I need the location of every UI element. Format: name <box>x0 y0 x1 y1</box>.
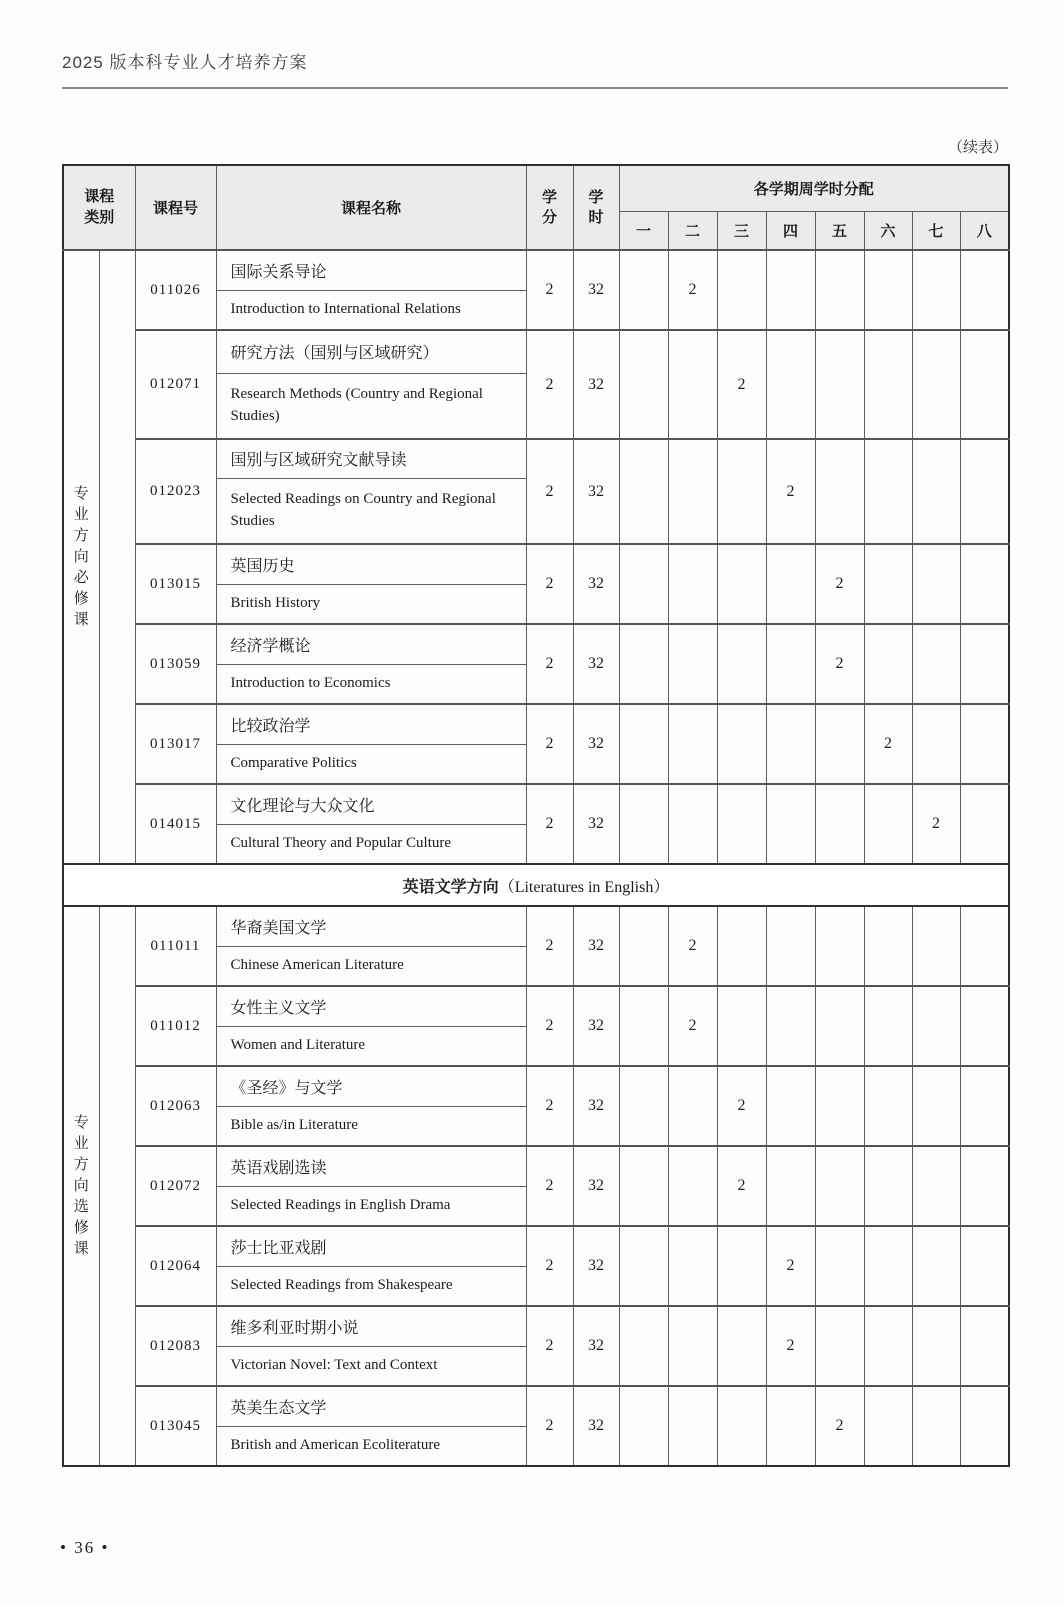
course-name-zh-cell: 维多利亚时期小说 <box>216 1306 526 1346</box>
semester-hours-cell <box>619 1146 668 1226</box>
category-label: 专业方向选修课 <box>73 1114 89 1257</box>
course-name-zh-cell: 华裔美国文学 <box>216 906 526 946</box>
semester-hours-cell <box>960 1386 1009 1466</box>
semester-hours-cell <box>619 439 668 544</box>
col-header-credits-label: 学分 <box>541 189 557 226</box>
section-divider-cell <box>63 864 1009 906</box>
semester-hours-cell <box>668 1146 717 1226</box>
semester-hours-cell <box>717 544 766 624</box>
semester-hours-cell <box>864 906 912 986</box>
subcategory-spacer-cell <box>99 906 135 1466</box>
semester-hours-cell <box>619 1066 668 1146</box>
course-name-zh-cell: 女性主义文学 <box>216 986 526 1026</box>
semester-col-header-4: 四 <box>766 211 815 250</box>
course-name-en-cell: Selected Readings on Country and Regional Studies <box>216 478 526 544</box>
col-header-hours-label: 学时 <box>588 189 604 226</box>
course-credits-cell: 2 <box>526 624 573 704</box>
semester-hours-cell <box>766 784 815 864</box>
semester-hours-cell <box>668 624 717 704</box>
course-row-zh <box>63 906 1009 946</box>
semester-hours-cell <box>864 624 912 704</box>
semester-hours-cell <box>717 784 766 864</box>
semester-col-header-7: 七 <box>912 211 960 250</box>
course-name-en-cell: Cultural Theory and Popular Culture <box>216 824 526 864</box>
semester-hours-cell <box>668 784 717 864</box>
course-hours-cell: 32 <box>573 1226 619 1306</box>
semester-hours-cell <box>864 1306 912 1386</box>
course-row-zh <box>63 330 1009 373</box>
course-number-cell: 012064 <box>135 1226 216 1306</box>
course-credits-cell: 2 <box>526 1386 573 1466</box>
semester-hours-cell <box>619 906 668 986</box>
semester-hours-cell <box>766 544 815 624</box>
course-credits-cell: 2 <box>526 330 573 439</box>
semester-hours-cell <box>864 1066 912 1146</box>
course-hours-cell: 32 <box>573 330 619 439</box>
semester-hours-cell <box>815 1146 864 1226</box>
semester-hours-cell <box>912 1226 960 1306</box>
course-number-cell: 011012 <box>135 986 216 1066</box>
course-row-zh <box>63 784 1009 824</box>
course-name-en-cell: Women and Literature <box>216 1026 526 1066</box>
semester-hours-cell <box>717 906 766 986</box>
semester-hours-cell <box>960 1226 1009 1306</box>
course-hours-cell: 32 <box>573 784 619 864</box>
category-label: 专业方向必修课 <box>73 485 89 628</box>
course-name-zh-cell: 文化理论与大众文化 <box>216 784 526 824</box>
curriculum-table-wrap <box>62 164 1008 1467</box>
semester-hours-cell <box>815 250 864 330</box>
semester-hours-cell <box>619 624 668 704</box>
course-credits-cell: 2 <box>526 1306 573 1386</box>
semester-hours-cell <box>717 1306 766 1386</box>
semester-hours-cell <box>668 330 717 439</box>
semester-hours-cell: 2 <box>815 544 864 624</box>
subcategory-spacer-cell <box>99 250 135 864</box>
semester-col-header-1: 一 <box>619 211 668 250</box>
course-number-cell: 012072 <box>135 1146 216 1226</box>
course-name-en-cell: British and American Ecoliterature <box>216 1426 526 1466</box>
semester-col-header-5: 五 <box>815 211 864 250</box>
semester-hours-cell: 2 <box>668 906 717 986</box>
course-credits-cell: 2 <box>526 439 573 544</box>
course-name-zh-cell: 研究方法（国别与区域研究） <box>216 330 526 373</box>
course-name-en-cell: Bible as/in Literature <box>216 1106 526 1146</box>
semester-hours-cell <box>912 986 960 1066</box>
semester-hours-cell <box>619 986 668 1066</box>
course-name-zh-cell: 英语戏剧选读 <box>216 1146 526 1186</box>
semester-hours-cell <box>815 906 864 986</box>
semester-hours-cell <box>668 1306 717 1386</box>
table-header <box>63 165 1009 250</box>
semester-hours-cell <box>912 544 960 624</box>
semester-hours-cell: 2 <box>864 704 912 784</box>
col-header-semester-group: 各学期周学时分配 <box>619 165 1009 211</box>
course-hours-cell: 32 <box>573 986 619 1066</box>
col-header-hours <box>573 165 619 250</box>
course-number-cell: 013017 <box>135 704 216 784</box>
semester-hours-cell <box>815 784 864 864</box>
course-number-cell: 012063 <box>135 1066 216 1146</box>
semester-hours-cell <box>717 1386 766 1466</box>
course-credits-cell: 2 <box>526 544 573 624</box>
course-hours-cell: 32 <box>573 1146 619 1226</box>
semester-hours-cell <box>619 1226 668 1306</box>
semester-hours-cell <box>619 1386 668 1466</box>
semester-hours-cell <box>668 544 717 624</box>
semester-hours-cell <box>815 1066 864 1146</box>
course-number-cell: 012023 <box>135 439 216 544</box>
semester-hours-cell <box>864 439 912 544</box>
course-hours-cell: 32 <box>573 1066 619 1146</box>
section-divider-title-en: （Literatures in English） <box>498 878 670 896</box>
semester-hours-cell <box>815 986 864 1066</box>
semester-hours-cell <box>960 1306 1009 1386</box>
semester-hours-cell <box>960 439 1009 544</box>
semester-hours-cell <box>960 624 1009 704</box>
course-row-zh <box>63 1306 1009 1346</box>
semester-hours-cell <box>619 704 668 784</box>
course-row-zh <box>63 1386 1009 1426</box>
semester-hours-cell <box>619 250 668 330</box>
course-number-cell: 012083 <box>135 1306 216 1386</box>
course-name-zh-cell: 《圣经》与文学 <box>216 1066 526 1106</box>
semester-hours-cell <box>717 624 766 704</box>
semester-hours-cell <box>912 624 960 704</box>
semester-hours-cell <box>864 1226 912 1306</box>
semester-hours-cell <box>960 250 1009 330</box>
course-hours-cell: 32 <box>573 1386 619 1466</box>
course-name-en-cell: Victorian Novel: Text and Context <box>216 1346 526 1386</box>
semester-hours-cell <box>960 986 1009 1066</box>
semester-hours-cell <box>717 439 766 544</box>
semester-hours-cell <box>815 439 864 544</box>
course-number-cell: 013045 <box>135 1386 216 1466</box>
semester-hours-cell <box>815 1306 864 1386</box>
col-header-category-label: 课程类别 <box>84 188 115 226</box>
semester-hours-cell <box>912 1146 960 1226</box>
semester-hours-cell: 2 <box>668 986 717 1066</box>
semester-hours-cell: 2 <box>766 1226 815 1306</box>
semester-hours-cell <box>766 624 815 704</box>
course-name-en-cell: Chinese American Literature <box>216 946 526 986</box>
semester-hours-cell <box>766 250 815 330</box>
semester-hours-cell <box>960 1146 1009 1226</box>
semester-hours-cell: 2 <box>815 624 864 704</box>
course-name-zh-cell: 比较政治学 <box>216 704 526 744</box>
semester-hours-cell <box>960 784 1009 864</box>
semester-hours-cell <box>766 986 815 1066</box>
doc-header-title: 2025 版本科专业人才培养方案 <box>62 53 308 72</box>
course-name-en-cell: Introduction to Economics <box>216 664 526 704</box>
semester-hours-cell <box>815 330 864 439</box>
semester-hours-cell <box>717 250 766 330</box>
col-header-course-name: 课程名称 <box>216 165 526 250</box>
course-hours-cell: 32 <box>573 704 619 784</box>
course-hours-cell: 32 <box>573 624 619 704</box>
category-cell <box>63 250 99 864</box>
course-row-zh <box>63 544 1009 584</box>
course-hours-cell: 32 <box>573 439 619 544</box>
curriculum-table <box>62 164 1010 1467</box>
course-name-zh-cell: 国际关系导论 <box>216 250 526 290</box>
semester-hours-cell <box>960 1066 1009 1146</box>
course-name-zh-cell: 英美生态文学 <box>216 1386 526 1426</box>
semester-hours-cell <box>864 1386 912 1466</box>
semester-hours-cell <box>864 986 912 1066</box>
semester-col-header-6: 六 <box>864 211 912 250</box>
course-name-en-cell: Selected Readings from Shakespeare <box>216 1266 526 1306</box>
course-row-zh <box>63 1146 1009 1186</box>
semester-hours-cell <box>960 330 1009 439</box>
course-hours-cell: 32 <box>573 250 619 330</box>
semester-hours-cell <box>668 1386 717 1466</box>
semester-col-header-2: 二 <box>668 211 717 250</box>
course-name-zh-cell: 莎士比亚戏剧 <box>216 1226 526 1266</box>
col-header-category <box>63 165 135 250</box>
course-row-zh <box>63 624 1009 664</box>
semester-col-header-3: 三 <box>717 211 766 250</box>
course-name-en-cell: British History <box>216 584 526 624</box>
course-number-cell: 011011 <box>135 906 216 986</box>
semester-hours-cell <box>619 330 668 439</box>
course-number-cell: 013059 <box>135 624 216 704</box>
course-number-cell: 011026 <box>135 250 216 330</box>
course-name-zh-cell: 英国历史 <box>216 544 526 584</box>
course-credits-cell: 2 <box>526 1066 573 1146</box>
semester-hours-cell <box>912 439 960 544</box>
course-row-zh <box>63 704 1009 744</box>
semester-hours-cell: 2 <box>668 250 717 330</box>
semester-hours-cell <box>912 330 960 439</box>
semester-hours-cell <box>912 1306 960 1386</box>
semester-hours-cell <box>717 986 766 1066</box>
semester-hours-cell <box>766 330 815 439</box>
course-credits-cell: 2 <box>526 1146 573 1226</box>
course-credits-cell: 2 <box>526 784 573 864</box>
category-cell <box>63 906 99 1466</box>
semester-hours-cell <box>912 704 960 784</box>
course-row-zh <box>63 1226 1009 1266</box>
semester-hours-cell <box>717 704 766 784</box>
semester-hours-cell <box>668 439 717 544</box>
semester-hours-cell <box>815 704 864 784</box>
course-name-zh-cell: 经济学概论 <box>216 624 526 664</box>
course-row-zh <box>63 986 1009 1026</box>
semester-hours-cell <box>766 704 815 784</box>
course-name-zh-cell: 国别与区域研究文献导读 <box>216 439 526 478</box>
semester-hours-cell: 2 <box>912 784 960 864</box>
course-credits-cell: 2 <box>526 704 573 784</box>
continued-table-note: （续表） <box>947 140 1008 156</box>
semester-hours-cell <box>912 250 960 330</box>
course-credits-cell: 2 <box>526 250 573 330</box>
course-row-zh <box>63 250 1009 290</box>
section-divider-title-zh: 英语文学方向 <box>402 878 499 896</box>
semester-hours-cell <box>912 1386 960 1466</box>
semester-hours-cell <box>864 784 912 864</box>
course-number-cell: 012071 <box>135 330 216 439</box>
course-name-en-cell: Introduction to International Relations <box>216 290 526 330</box>
course-row-zh <box>63 1066 1009 1106</box>
semester-hours-cell <box>912 1066 960 1146</box>
semester-hours-cell <box>960 906 1009 986</box>
semester-hours-cell <box>864 330 912 439</box>
course-name-en-cell: Comparative Politics <box>216 744 526 784</box>
semester-hours-cell <box>668 1226 717 1306</box>
header-divider-rule <box>62 87 1008 89</box>
semester-hours-cell: 2 <box>766 1306 815 1386</box>
course-hours-cell: 32 <box>573 544 619 624</box>
course-hours-cell: 32 <box>573 1306 619 1386</box>
semester-hours-cell <box>766 906 815 986</box>
semester-hours-cell <box>864 1146 912 1226</box>
semester-hours-cell <box>960 704 1009 784</box>
course-row-zh <box>63 439 1009 478</box>
semester-hours-cell <box>960 544 1009 624</box>
semester-hours-cell: 2 <box>717 1146 766 1226</box>
semester-hours-cell <box>717 1226 766 1306</box>
course-credits-cell: 2 <box>526 986 573 1066</box>
semester-hours-cell: 2 <box>766 439 815 544</box>
semester-hours-cell <box>619 1306 668 1386</box>
semester-hours-cell <box>668 1066 717 1146</box>
semester-hours-cell <box>815 1226 864 1306</box>
course-name-en-cell: Selected Readings in English Drama <box>216 1186 526 1226</box>
semester-hours-cell: 2 <box>815 1386 864 1466</box>
semester-hours-cell: 2 <box>717 330 766 439</box>
page-number: • 36 • <box>60 1538 110 1557</box>
course-credits-cell: 2 <box>526 1226 573 1306</box>
semester-hours-cell <box>619 544 668 624</box>
course-number-cell: 014015 <box>135 784 216 864</box>
semester-hours-cell <box>864 250 912 330</box>
semester-hours-cell <box>766 1386 815 1466</box>
col-header-credits <box>526 165 573 250</box>
table-body <box>63 250 1009 1466</box>
semester-hours-cell <box>912 906 960 986</box>
semester-hours-cell <box>668 704 717 784</box>
section-divider-row <box>63 864 1009 906</box>
semester-hours-cell <box>766 1066 815 1146</box>
course-name-en-cell: Research Methods (Country and Regional Studies) <box>216 373 526 439</box>
course-number-cell: 013015 <box>135 544 216 624</box>
course-credits-cell: 2 <box>526 906 573 986</box>
col-header-course-no: 课程号 <box>135 165 216 250</box>
semester-hours-cell <box>864 544 912 624</box>
semester-hours-cell <box>766 1146 815 1226</box>
semester-hours-cell <box>619 784 668 864</box>
semester-hours-cell: 2 <box>717 1066 766 1146</box>
course-hours-cell: 32 <box>573 906 619 986</box>
semester-col-header-8: 八 <box>960 211 1009 250</box>
